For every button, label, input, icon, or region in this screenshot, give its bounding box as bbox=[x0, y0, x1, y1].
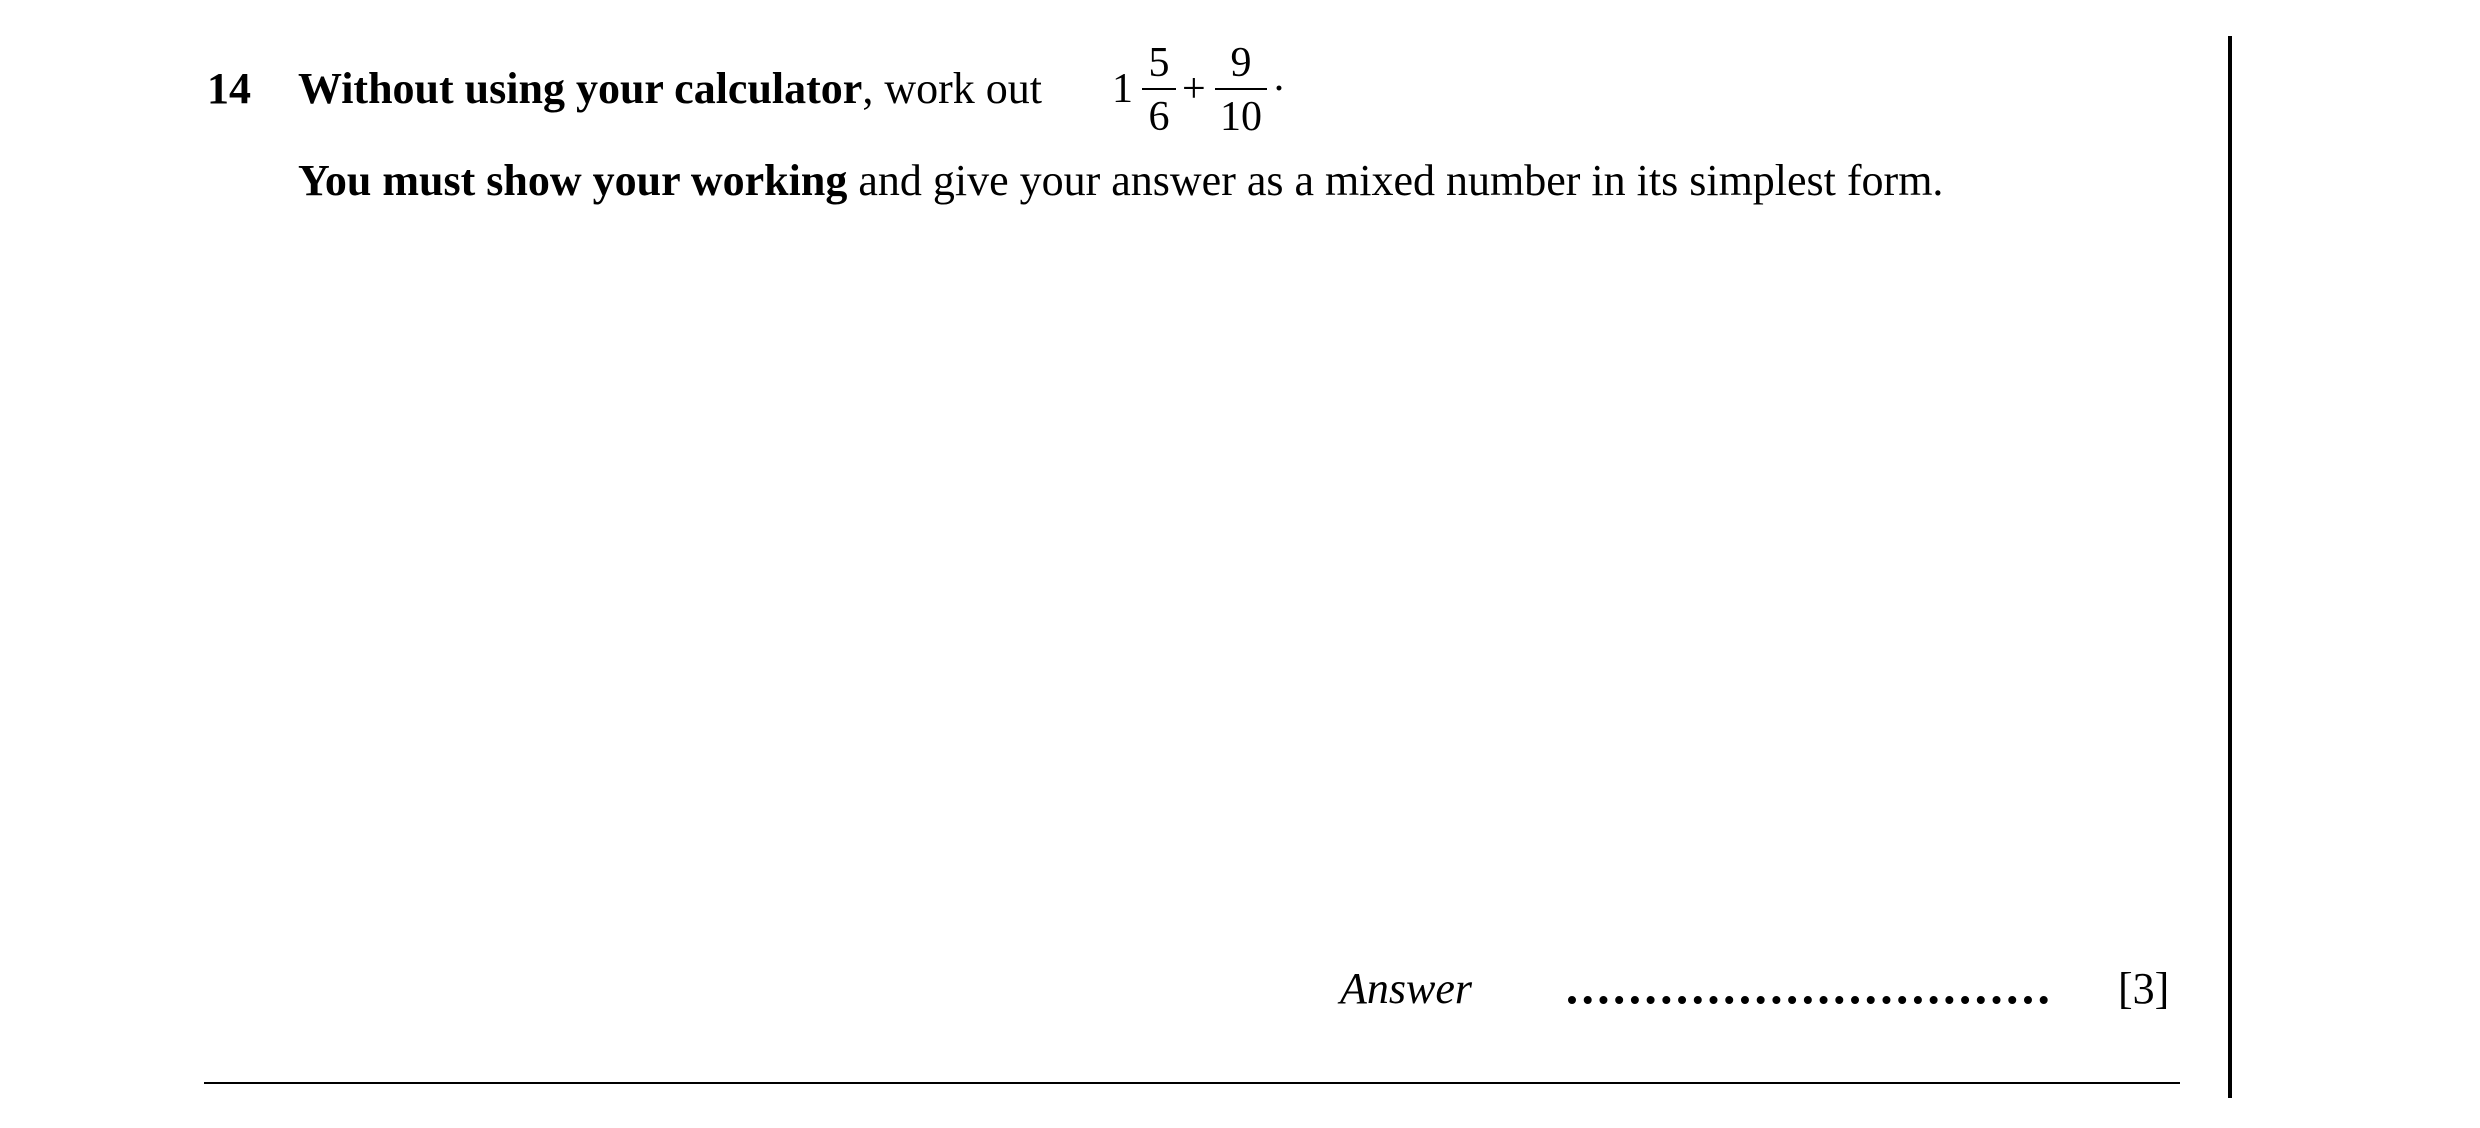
fraction-five-sixths bbox=[1142, 40, 1176, 140]
fraction-bar bbox=[1215, 88, 1267, 90]
fraction-denominator: 6 bbox=[1148, 94, 1170, 140]
question-instruction bbox=[298, 64, 1042, 114]
right-margin-rule bbox=[2228, 36, 2232, 1098]
working-instruction bbox=[298, 156, 1943, 206]
fraction-nine-tenths bbox=[1215, 40, 1267, 140]
expression-end-dot: · bbox=[1272, 66, 1286, 112]
answer-line[interactable] bbox=[1568, 996, 2048, 1004]
fraction-denominator: 10 bbox=[1220, 94, 1262, 140]
instruction-bold: Without using your calculator bbox=[298, 64, 863, 113]
working-bold: You must show your working bbox=[298, 156, 848, 205]
answer-label: Answer bbox=[1340, 964, 1472, 1013]
fraction-numerator: 5 bbox=[1148, 40, 1170, 86]
marks-label: [3] bbox=[2118, 964, 2170, 1013]
fraction-bar bbox=[1142, 88, 1176, 90]
plus-operator: + bbox=[1182, 66, 1206, 112]
working-rest: and give your answer as a mixed number in its simplest form. bbox=[847, 156, 1944, 205]
bottom-divider bbox=[204, 1082, 2180, 1084]
instruction-rest: , work out bbox=[862, 64, 1042, 113]
question-number: 14 bbox=[207, 64, 251, 113]
fraction-numerator: 9 bbox=[1230, 40, 1252, 86]
mixed-whole: 1 bbox=[1112, 66, 1133, 112]
